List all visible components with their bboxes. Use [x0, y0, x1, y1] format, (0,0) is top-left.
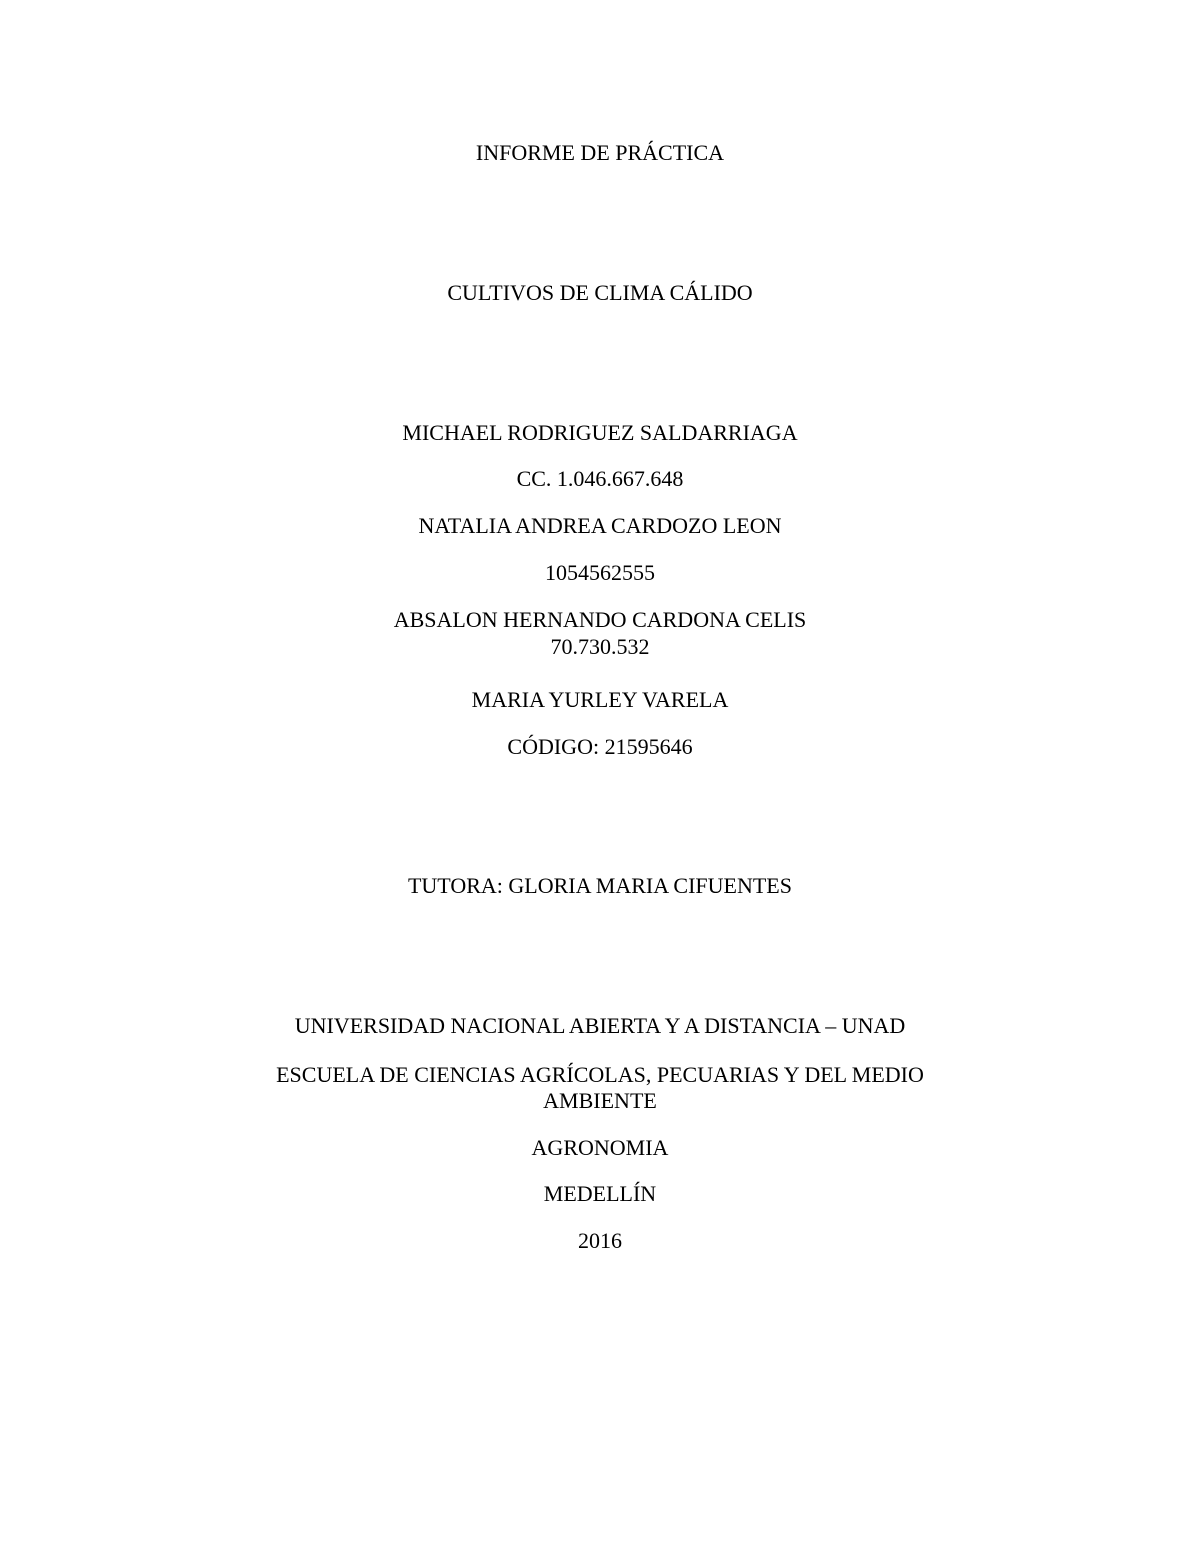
report-title: INFORME DE PRÁCTICA — [475, 140, 725, 165]
program-name: AGRONOMIA — [531, 1135, 669, 1160]
year: 2016 — [578, 1228, 622, 1253]
tutor-line: TUTORA: GLORIA MARIA CIFUENTES — [407, 873, 792, 898]
report-subtitle: CULTIVOS DE CLIMA CÁLIDO — [447, 280, 753, 305]
author-id: 1054562555 — [545, 560, 655, 585]
university-name: UNIVERSIDAD NACIONAL ABIERTA Y A DISTANCIA – UNAD — [294, 1013, 906, 1038]
author-name: ABSALON HERNANDO CARDONA CELIS — [393, 607, 807, 632]
author-id: CÓDIGO: 21595646 — [507, 734, 693, 759]
city-name: MEDELLÍN — [543, 1181, 657, 1206]
author-name: MICHAEL RODRIGUEZ SALDARRIAGA — [402, 420, 798, 445]
author-name: NATALIA ANDREA CARDOZO LEON — [418, 513, 782, 538]
author-name: MARIA YURLEY VARELA — [471, 687, 729, 712]
school-name: ESCUELA DE CIENCIAS AGRÍCOLAS, PECUARIAS Y DEL MEDIO AMBIENTE — [276, 1062, 924, 1113]
author-id: 70.730.532 — [550, 634, 650, 659]
author-id: CC. 1.046.667.648 — [516, 466, 684, 491]
